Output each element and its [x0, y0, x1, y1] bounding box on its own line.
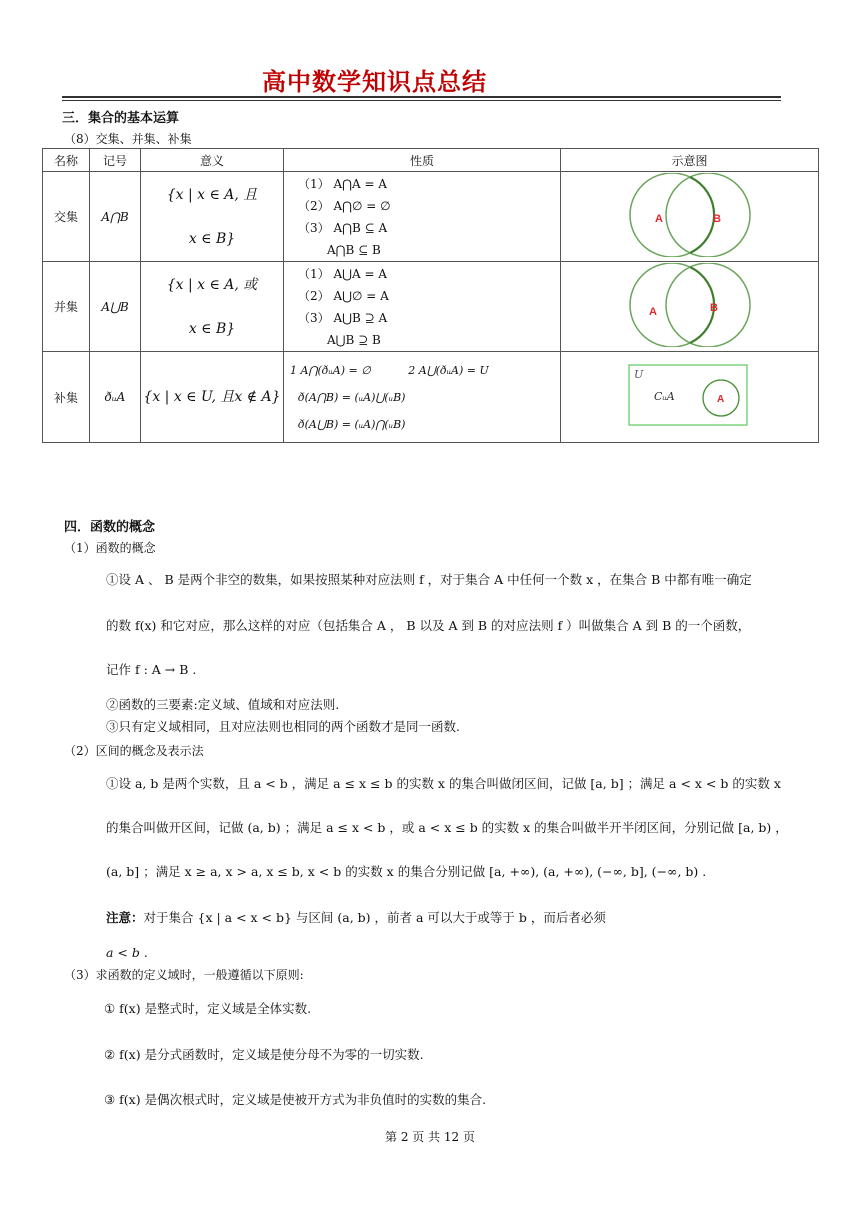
paragraph: ②函数的三要素:定义域、值域和对应法则. — [106, 697, 340, 712]
universe-label: U — [633, 367, 643, 381]
paragraph: ③只有定义域相同，且对应法则也相同的两个函数才是同一函数. — [106, 719, 460, 734]
subsection-heading: （2）区间的概念及表示法 — [64, 744, 204, 758]
note-text: 对于集合 {x | a < x < b} 与区间 (a, b) ，前者 a 可以大于或等于 b ，而后者必须 — [143, 910, 606, 925]
venn-label-a: A — [654, 213, 663, 225]
cell-meaning — [141, 172, 284, 262]
cell-name: 补集 — [43, 352, 90, 443]
meaning-line: {x | x ∈ A, 且 — [166, 186, 258, 203]
cell-figure — [561, 262, 819, 352]
paragraph: 的数 f(x) 和它对应，那么这样的对应（包括集合 A ， B 以及 A 到 B 的对应法则 f ）叫做集合 A 到 B 的一个函数， — [106, 618, 751, 633]
property: A⋂B ⊆ B — [327, 242, 381, 257]
complement-diagram — [628, 364, 752, 428]
table-row-union — [43, 262, 819, 352]
property: （2） A⋃∅ = A — [298, 288, 389, 303]
venn-intersection — [620, 173, 760, 257]
meaning-line: {x | x ∈ U, 且x ∉ A} — [143, 389, 281, 405]
venn-label-b: B — [709, 302, 718, 314]
set-operations-table — [42, 148, 819, 443]
paragraph: ①设 a, b 是两个实数，且 a < b ，满足 a ≤ x ≤ b 的实数 x 的集合叫做闭区间，记做 [a, b] ；满足 a < x < b 的实数 x — [106, 776, 781, 791]
property: ð(A⋃B) = (ᵤA)⋂(ᵤB) — [298, 417, 406, 431]
col-meaning: 意义 — [141, 149, 284, 172]
property-row — [290, 357, 560, 384]
paragraph: ①设 A 、 B 是两个非空的数集，如果按照某种对应法则 f ，对于集合 A 中任何一个数 x ，在集合 B 中都有唯一确定 — [106, 572, 752, 587]
meaning-line: x ∈ B} — [188, 230, 236, 247]
property: （2） A⋂∅ = ∅ — [298, 198, 391, 213]
table-header-row — [43, 149, 819, 172]
cell-symbol: ðᵤA — [90, 352, 141, 443]
cell-figure — [561, 352, 819, 443]
venn-label-a: A — [716, 393, 724, 405]
page-number: 第 2 页 共 12 页 — [385, 1130, 475, 1144]
cell-meaning — [141, 262, 284, 352]
complement-label: CᵤA — [653, 389, 675, 403]
meaning-line: x ∈ B} — [188, 320, 236, 337]
property: A⋃B ⊇ B — [327, 332, 381, 347]
col-name: 名称 — [43, 149, 90, 172]
note — [106, 908, 606, 928]
title-rule — [62, 96, 781, 98]
title-rule-thin — [62, 100, 781, 101]
cell-symbol: A⋃B — [90, 262, 141, 352]
cell-properties — [284, 262, 561, 352]
meaning-line: {x | x ∈ A, 或 — [166, 276, 258, 293]
page-title: 高中数学知识点总结 — [262, 67, 487, 96]
cell-name: 交集 — [43, 172, 90, 262]
venn-label-a: A — [648, 306, 657, 318]
cell-properties — [284, 352, 561, 443]
note-label: 注意： — [106, 910, 144, 925]
property: （3） A⋃B ⊇ A — [298, 310, 388, 325]
rule-item: ③ f(x) 是偶次根式时，定义域是使被开方式为非负值时的实数的集合. — [104, 1092, 487, 1107]
section3-sub: （8）交集、并集、补集 — [64, 132, 192, 146]
col-symbol: 记号 — [90, 149, 141, 172]
property: ð(A⋂B) = (ᵤA)⋃(ᵤB) — [298, 390, 406, 404]
paragraph: (a, b] ；满足 x ≥ a, x > a, x ≤ b, x < b 的实数 x 的集合分别记做 [a, +∞), (a, +∞), (−∞, b], (−∞, b) . — [106, 864, 707, 879]
property: （1） A⋃A = A — [298, 266, 387, 281]
subsection-heading: （1）函数的概念 — [64, 541, 156, 555]
cell-figure — [561, 172, 819, 262]
table-row-complement — [43, 352, 819, 443]
venn-union — [620, 263, 760, 347]
cell-name: 并集 — [43, 262, 90, 352]
paragraph: 的集合叫做开区间，记做 (a, b) ；满足 a ≤ x < b ，或 a < x ≤ b 的实数 x 的集合叫做半开半闭区间，分别记做 [a, b) ， — [106, 820, 788, 835]
cell-meaning — [141, 352, 284, 443]
cell-properties — [284, 172, 561, 262]
col-figure: 示意图 — [561, 149, 819, 172]
note-continuation: a < b . — [106, 945, 148, 960]
property: （1） A⋂A = A — [298, 176, 387, 191]
property: 2 A⋃(ðᵤA) = U — [408, 363, 489, 377]
paragraph: 记作 f : A → B . — [106, 662, 197, 677]
section4-heading: 四．函数的概念 — [64, 520, 156, 535]
table-row-intersection — [43, 172, 819, 262]
rule-item: ② f(x) 是分式函数时，定义域是使分母不为零的一切实数. — [104, 1047, 424, 1062]
col-property: 性质 — [284, 149, 561, 172]
property: （3） A⋂B ⊆ A — [298, 220, 388, 235]
section3-heading: 三．集合的基本运算 — [62, 111, 180, 126]
property: 1 A⋂(ðᵤA) = ∅ — [290, 363, 371, 377]
cell-symbol: A⋂B — [90, 172, 141, 262]
subsection-heading: （3）求函数的定义域时，一般遵循以下原则: — [64, 968, 304, 982]
rule-item: ① f(x) 是整式时，定义域是全体实数. — [104, 1001, 312, 1016]
venn-label-b: B — [712, 213, 721, 225]
